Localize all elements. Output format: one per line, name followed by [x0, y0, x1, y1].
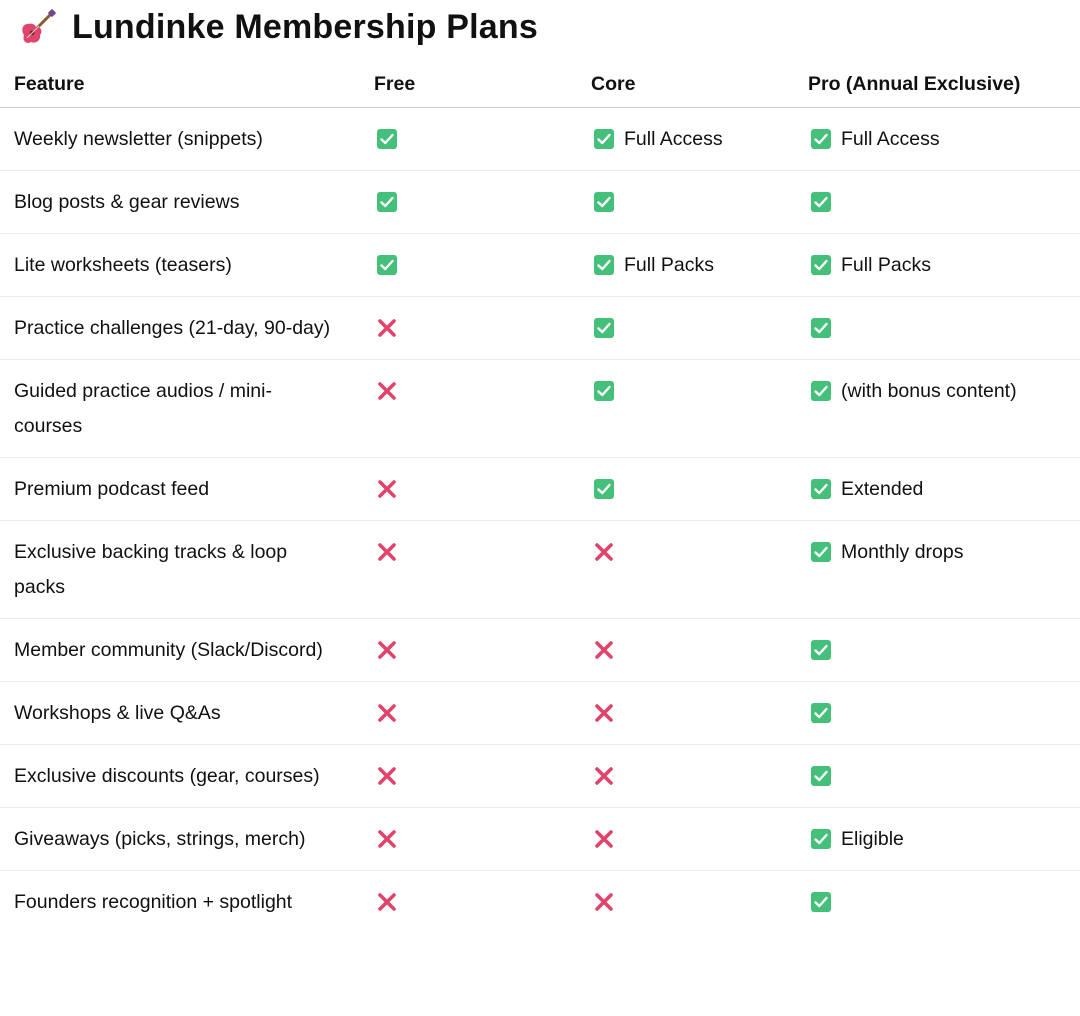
core-cell-content	[591, 122, 794, 157]
cross-icon	[376, 702, 398, 724]
pro-cell-content	[808, 759, 1080, 787]
check-icon	[593, 254, 615, 276]
free-cell	[360, 360, 577, 458]
column-header-core: Core	[577, 62, 794, 108]
table-row	[0, 458, 1080, 521]
pro-note: Eligible	[841, 828, 904, 850]
free-cell-content	[374, 122, 577, 150]
feature-cell: Practice challenges (21-day, 90-day)	[0, 297, 360, 360]
pro-cell-content	[808, 535, 1080, 570]
free-cell	[360, 682, 577, 745]
free-cell	[360, 619, 577, 682]
pro-cell	[794, 808, 1080, 871]
check-icon	[810, 128, 832, 150]
free-cell	[360, 171, 577, 234]
pro-cell	[794, 682, 1080, 745]
pro-cell-content	[808, 696, 1080, 724]
free-cell	[360, 458, 577, 521]
column-header-feature: Feature	[0, 62, 360, 108]
core-cell	[577, 108, 794, 171]
free-cell	[360, 745, 577, 808]
core-cell-content	[591, 374, 794, 402]
feature-cell: Founders recognition + spotlight	[14, 891, 293, 913]
check-icon	[810, 317, 832, 339]
core-cell-content	[591, 311, 794, 339]
title-row	[18, 4, 538, 50]
check-icon	[376, 254, 398, 276]
core-cell	[577, 360, 794, 458]
core-cell-content	[591, 248, 794, 283]
check-icon	[810, 702, 832, 724]
check-icon	[810, 541, 832, 563]
table-row	[0, 745, 1080, 808]
cross-icon	[376, 765, 398, 787]
feature-cell: Guided practice audios / mini-courses	[0, 360, 360, 458]
free-cell-content	[374, 374, 577, 402]
table-row	[0, 360, 1080, 458]
core-cell-content	[591, 885, 794, 913]
free-cell-content	[374, 633, 577, 661]
core-cell	[577, 808, 794, 871]
pro-note: Full Access	[841, 128, 940, 150]
check-icon	[810, 891, 832, 913]
cross-icon	[376, 639, 398, 661]
table-header-row	[0, 62, 1080, 108]
core-cell	[577, 458, 794, 521]
core-cell	[577, 682, 794, 745]
guitar-icon	[18, 7, 58, 47]
table-row	[0, 682, 1080, 745]
cross-icon	[376, 317, 398, 339]
pro-cell-content	[808, 311, 1080, 339]
table-row	[0, 108, 1080, 171]
check-icon	[593, 317, 615, 339]
free-cell	[360, 521, 577, 619]
feature-cell: Premium podcast feed	[0, 458, 360, 521]
free-cell	[360, 108, 577, 171]
core-cell	[577, 297, 794, 360]
pro-note: Extended	[841, 478, 924, 500]
check-icon	[810, 639, 832, 661]
pro-cell-content	[808, 885, 1080, 913]
cross-icon	[376, 891, 398, 913]
cross-icon	[376, 828, 398, 850]
pro-note: Monthly drops	[841, 541, 964, 563]
pro-cell	[794, 745, 1080, 808]
feature-cell: Weekly newsletter (snippets)	[0, 108, 360, 171]
check-icon	[810, 380, 832, 402]
core-cell-content	[591, 822, 794, 850]
core-note: Full Access	[624, 128, 723, 150]
pro-note: (with bonus content)	[841, 380, 1017, 402]
free-cell	[360, 234, 577, 297]
check-icon	[810, 765, 832, 787]
pro-cell	[794, 521, 1080, 619]
membership-table	[0, 62, 1080, 933]
page-title: Lundinke Membership Plans	[72, 7, 538, 46]
feature-cell: Lite worksheets (teasers)	[0, 234, 360, 297]
pro-cell	[794, 871, 1080, 934]
feature-cell: Workshops & live Q&As	[0, 682, 360, 745]
pro-cell	[794, 234, 1080, 297]
core-cell	[577, 745, 794, 808]
check-icon	[593, 380, 615, 402]
pro-cell-content	[808, 374, 1080, 409]
check-icon	[593, 478, 615, 500]
check-icon	[376, 128, 398, 150]
pro-cell	[794, 360, 1080, 458]
feature-cell: Exclusive backing tracks & loop packs	[0, 521, 360, 619]
pro-cell-content	[808, 633, 1080, 661]
core-cell	[577, 234, 794, 297]
pro-cell	[794, 171, 1080, 234]
free-cell	[360, 871, 577, 934]
core-cell-content	[591, 696, 794, 724]
check-icon	[593, 191, 615, 213]
pro-cell	[794, 458, 1080, 521]
cross-icon	[376, 541, 398, 563]
check-icon	[810, 828, 832, 850]
core-cell	[577, 619, 794, 682]
check-icon	[810, 254, 832, 276]
column-header-pro: Pro (Annual Exclusive)	[794, 62, 1080, 108]
free-cell-content	[374, 885, 577, 913]
core-cell	[577, 171, 794, 234]
pro-cell-content	[808, 185, 1080, 213]
pro-cell	[794, 108, 1080, 171]
pro-cell	[794, 297, 1080, 360]
core-note: Full Packs	[624, 254, 714, 276]
cross-icon	[593, 765, 615, 787]
table-row	[0, 619, 1080, 682]
pro-cell-content	[808, 248, 1080, 283]
core-cell-content	[591, 759, 794, 787]
table-row	[0, 171, 1080, 234]
column-header-free: Free	[360, 62, 577, 108]
free-cell-content	[374, 759, 577, 787]
free-cell	[360, 297, 577, 360]
feature-cell: Exclusive discounts (gear, courses)	[0, 745, 360, 808]
core-cell	[577, 871, 794, 934]
table-row	[0, 297, 1080, 360]
core-cell	[577, 521, 794, 619]
cross-icon	[593, 702, 615, 724]
pro-cell-content	[808, 822, 1080, 857]
free-cell-content	[374, 535, 577, 563]
table-row	[0, 521, 1080, 619]
core-cell-content	[591, 633, 794, 661]
cross-icon	[593, 891, 615, 913]
cross-icon	[376, 380, 398, 402]
free-cell-content	[374, 822, 577, 850]
free-cell-content	[374, 696, 577, 724]
feature-cell: Giveaways (picks, strings, merch)	[0, 808, 360, 871]
free-cell-content	[374, 472, 577, 500]
core-cell-content	[591, 535, 794, 563]
cross-icon	[593, 828, 615, 850]
free-cell-content	[374, 311, 577, 339]
check-icon	[376, 191, 398, 213]
table-body	[0, 108, 1080, 934]
core-cell-content	[591, 472, 794, 500]
table-row	[0, 808, 1080, 871]
free-cell-content	[374, 185, 577, 213]
free-cell	[360, 808, 577, 871]
pro-cell-content	[808, 122, 1080, 157]
feature-cell: Blog posts & gear reviews	[0, 171, 360, 234]
table-row	[0, 871, 1080, 934]
cross-icon	[376, 478, 398, 500]
cross-icon	[593, 541, 615, 563]
check-icon	[810, 191, 832, 213]
pro-note: Full Packs	[841, 254, 931, 276]
free-cell-content	[374, 248, 577, 276]
core-cell-content	[591, 185, 794, 213]
check-icon	[593, 128, 615, 150]
cross-icon	[593, 639, 615, 661]
table-row	[0, 234, 1080, 297]
pro-cell-content	[808, 472, 1080, 507]
pro-cell	[794, 619, 1080, 682]
check-icon	[810, 478, 832, 500]
feature-cell: Member community (Slack/Discord)	[0, 619, 360, 682]
